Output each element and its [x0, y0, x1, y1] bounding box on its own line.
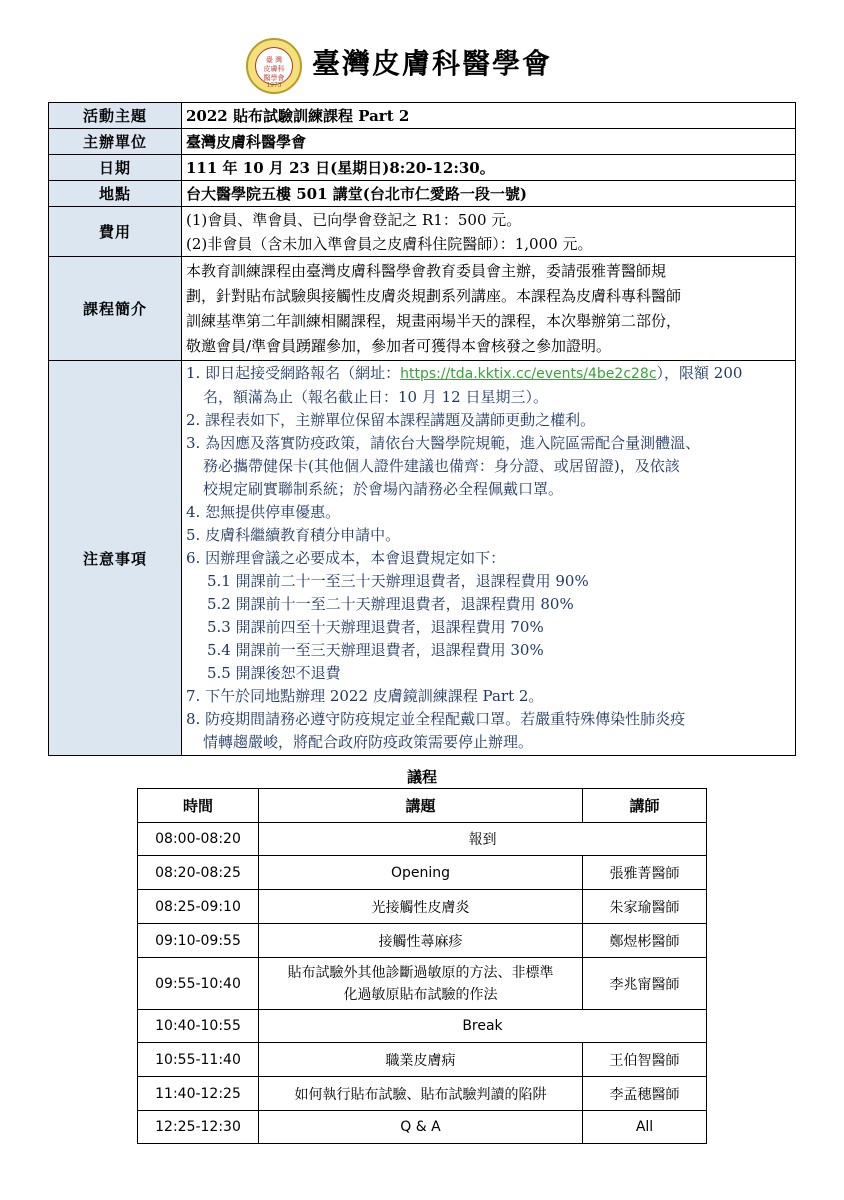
agenda-row [138, 1111, 707, 1144]
agenda-topic: 接觸性蕁麻疹 [259, 924, 583, 958]
header-topic: 講題 [259, 789, 583, 823]
agenda-topic [259, 958, 583, 1010]
note-3-cont: 校規定刷實聯制系統；於會場內請務必全程佩戴口罩。 [203, 480, 564, 498]
note-7: 7. 下午於同地點辦理 2022 皮膚鏡訓練課程 Part 2。 [186, 687, 544, 705]
value-fee [182, 207, 796, 257]
note-8-cont: 情轉趨嚴峻，將配合政府防疫政策需要停止辦理。 [203, 733, 534, 751]
value-organizer: 臺灣皮膚科醫學會 [182, 129, 796, 155]
seal-year: 1975 [266, 82, 282, 89]
refund-item: 5.5 開課後恕不退費 [207, 664, 341, 682]
label-date: 日期 [49, 155, 182, 181]
agenda-row [138, 890, 707, 924]
value-date: 111 年 10 月 23 日(星期日)8:20-12:30。 [182, 155, 796, 181]
note-2: 2. 課程表如下，主辦單位保留本課程講題及講師更動之權利。 [186, 411, 596, 429]
agenda-speaker: 李兆甯醫師 [583, 958, 707, 1010]
agenda-row [138, 1010, 707, 1043]
agenda-speaker: 鄭煜彬醫師 [583, 924, 707, 958]
fee-line: (2)非會員（含未加入準會員之皮膚科住院醫師）：1,000 元。 [186, 234, 593, 253]
label-theme: 活動主題 [49, 103, 182, 129]
agenda-row [138, 924, 707, 958]
agenda-row [138, 856, 707, 890]
refund-item: 5.1 開課前二十一至三十天辦理退費者，退課程費用 90% [207, 572, 589, 590]
agenda-time: 11:40-12:25 [138, 1077, 259, 1111]
value-notes [182, 361, 796, 756]
agenda-speaker: 王伯智醫師 [583, 1043, 707, 1077]
row-theme [49, 103, 796, 129]
agenda-time: 08:20-08:25 [138, 856, 259, 890]
note-3-cont: 務必攜帶健保卡(其他個人證件建議也備齊：身分證、或居留證)，及依該 [203, 457, 680, 475]
agenda-row [138, 958, 707, 1010]
label-venue: 地點 [49, 181, 182, 207]
agenda-time: 12:25-12:30 [138, 1111, 259, 1144]
refund-item: 5.2 開課前十一至二十天辦理退費者，退課程費用 80% [207, 595, 574, 613]
note-8: 8. 防疫期間請務必遵守防疫規定並全程配戴口罩。若嚴重特殊傳染性肺炎疫 [186, 710, 686, 728]
row-venue [49, 181, 796, 207]
label-notes: 注意事項 [49, 361, 182, 756]
note-3: 3. 為因應及落實防疫政策，請依台大醫學院規範，進入院區需配合量測體溫、 [186, 434, 701, 452]
agenda-topic: Opening [259, 856, 583, 890]
row-date [49, 155, 796, 181]
agenda-topic: 如何執行貼布試驗、貼布試驗判讀的陷阱 [259, 1077, 583, 1111]
association-seal-icon [246, 38, 302, 94]
label-fee: 費用 [49, 207, 182, 257]
org-title: 臺灣皮膚科醫學會 [312, 47, 553, 80]
intro-line: 本教育訓練課程由臺灣皮膚科醫學會教育委員會主辦，委請張雅菁醫師規 [186, 261, 667, 280]
agenda-speaker: 張雅菁醫師 [583, 856, 707, 890]
agenda-table [137, 788, 707, 1144]
agenda-row [138, 823, 707, 856]
agenda-topic-line: 貼布試驗外其他診斷過敏原的方法、非標準 [287, 964, 554, 981]
agenda-topic: 職業皮膚病 [259, 1043, 583, 1077]
agenda-speaker: 朱家瑜醫師 [583, 890, 707, 924]
agenda-topic: Q & A [259, 1111, 583, 1144]
agenda-time: 09:55-10:40 [138, 958, 259, 1010]
intro-line: 劃，針對貼布試驗與接觸性皮膚炎規劃系列講座。本課程為皮膚科專科醫師 [186, 286, 682, 305]
header-speaker: 講師 [583, 789, 707, 823]
fee-line: (1)會員、準會員、已向學會登記之 R1：500 元。 [186, 210, 522, 229]
row-intro [49, 257, 796, 361]
note-1-cont: 名，額滿為止（報名截止日：10 月 12 日星期三）。 [203, 388, 548, 406]
agenda-topic: 光接觸性皮膚炎 [259, 890, 583, 924]
value-intro [182, 257, 796, 361]
row-notes [49, 361, 796, 756]
page-header [0, 38, 844, 98]
row-fee [49, 207, 796, 257]
seal-inner: 臺 灣 皮膚科 醫學會 [255, 47, 293, 85]
value-venue: 台大醫學院五樓 501 講堂(台北市仁愛路一段一號) [182, 181, 796, 207]
note-6: 6. 因辦理會議之必要成本，本會退費規定如下： [186, 549, 506, 567]
agenda-row [138, 1043, 707, 1077]
agenda-speaker: 李孟穗醫師 [583, 1077, 707, 1111]
note-1-prefix: 1. 即日起接受網路報名（網址： [186, 364, 401, 382]
agenda-time: 08:25-09:10 [138, 890, 259, 924]
label-organizer: 主辦單位 [49, 129, 182, 155]
agenda-topic-line: 化過敏原貼布試驗的作法 [343, 986, 498, 1003]
agenda-topic: Break [259, 1010, 707, 1043]
intro-line: 敬邀會員/準會員踴躍參加，參加者可獲得本會核發之參加證明。 [186, 336, 612, 355]
agenda-speaker: All [583, 1111, 707, 1144]
agenda-row [138, 1077, 707, 1111]
label-intro: 課程簡介 [49, 257, 182, 361]
value-theme: 2022 貼布試驗訓練課程 Part 2 [182, 103, 796, 129]
agenda-header-row [138, 789, 707, 823]
event-info-table [48, 102, 796, 756]
agenda-time: 10:55-11:40 [138, 1043, 259, 1077]
row-organizer [49, 129, 796, 155]
refund-item: 5.4 開課前一至三天辦理退費者，退課程費用 30% [207, 641, 544, 659]
agenda-time: 08:00-08:20 [138, 823, 259, 856]
note-1 [186, 362, 791, 386]
note-4: 4. 恕無提供停車優惠。 [186, 503, 341, 521]
agenda-topic: 報到 [259, 823, 707, 856]
agenda-time: 09:10-09:55 [138, 924, 259, 958]
agenda-time: 10:40-10:55 [138, 1010, 259, 1043]
note-1-suffix: ），限額 200 [656, 364, 743, 382]
intro-line: 訓練基準第二年訓練相關課程，規畫兩場半天的課程，本次舉辦第二部份， [186, 311, 682, 330]
agenda-title: 議程 [406, 768, 437, 786]
refund-item: 5.3 開課前四至十天辦理退費者，退課程費用 70% [207, 618, 544, 636]
header-time: 時間 [138, 789, 259, 823]
note-5: 5. 皮膚科繼續教育積分申請中。 [186, 526, 401, 544]
registration-link[interactable]: https://tda.kktix.cc/events/4be2c28c [400, 366, 657, 382]
